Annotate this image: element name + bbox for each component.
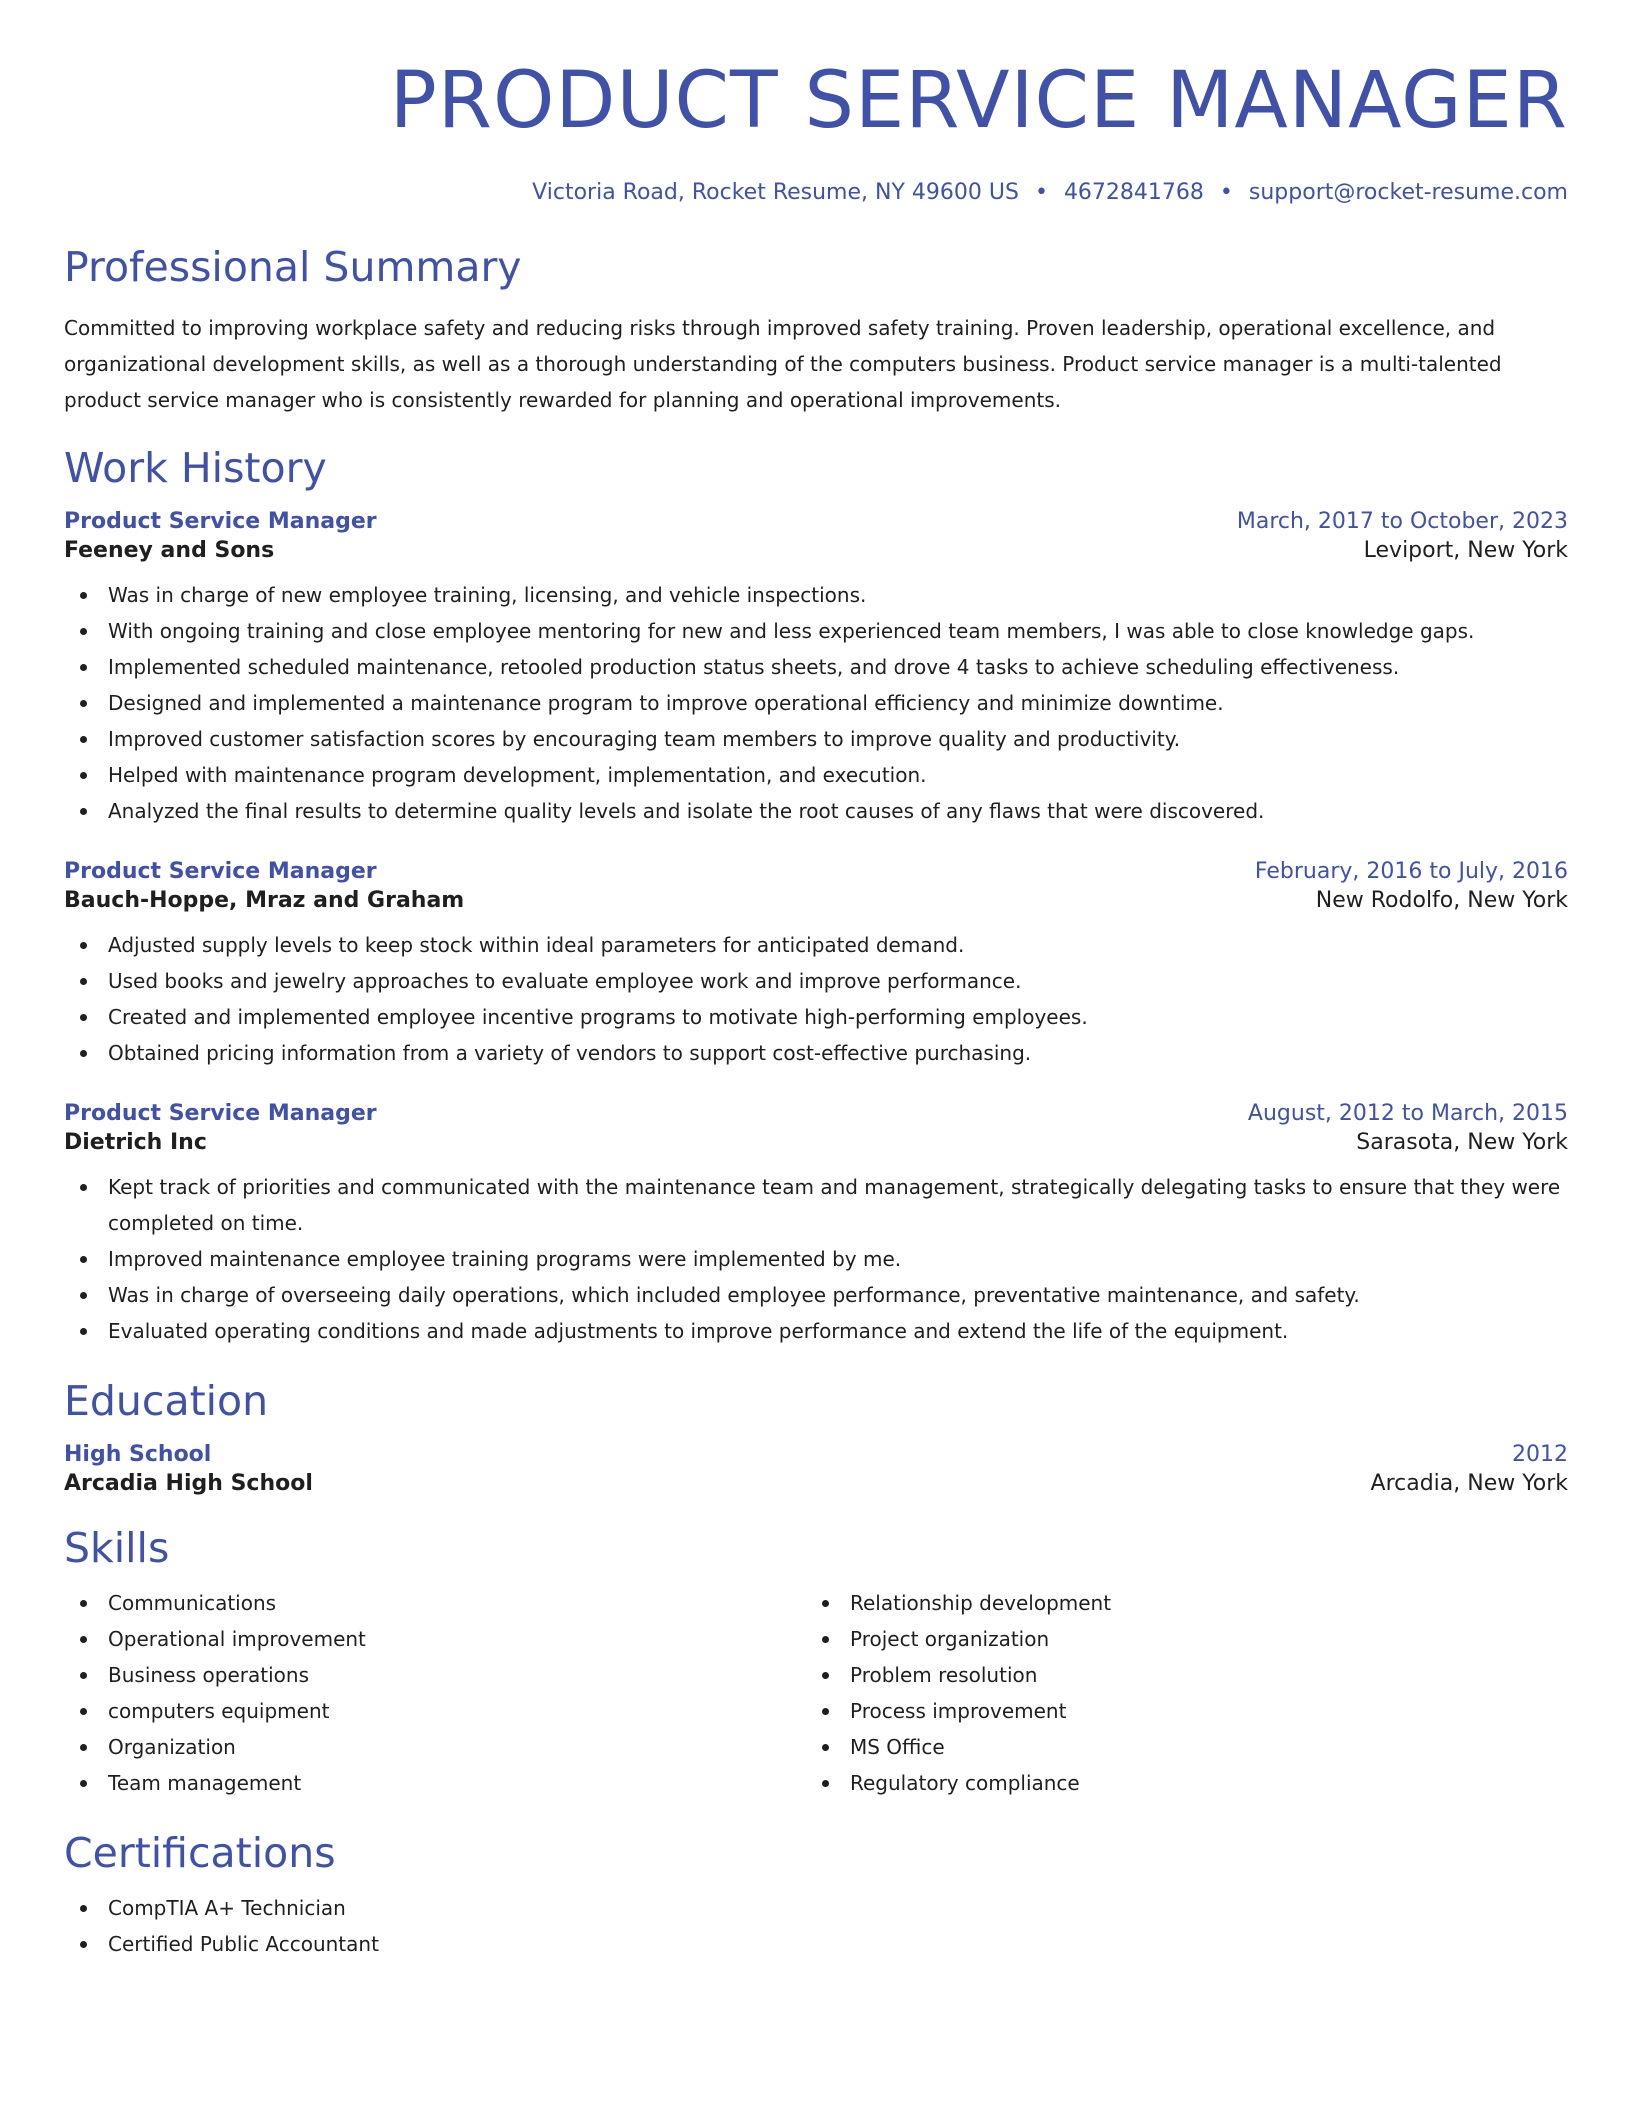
skill-item: MS Office	[806, 1729, 1548, 1765]
list-item: Created and implemented employee incentive programs to motivate high-performing employees.	[64, 999, 1568, 1035]
job-title: Product Service Manager	[64, 509, 377, 535]
job-company-row	[64, 888, 1568, 913]
list-item: Used books and jewelry approaches to evaluate employee work and improve performance.	[64, 963, 1568, 999]
skill-item: Process improvement	[806, 1693, 1548, 1729]
contact-address: Victoria Road, Rocket Resume, NY 49600 US	[532, 180, 1019, 205]
job-dates: February, 2016 to July, 2016	[1254, 859, 1568, 885]
job-header-row	[64, 509, 1568, 534]
list-item: Analyzed the final results to determine quality levels and isolate the root causes of any flaws that were discovered.	[64, 793, 1568, 829]
list-item: Implemented scheduled maintenance, retooled production status sheets, and drove 4 tasks to achieve scheduling effectiveness.	[64, 649, 1568, 685]
job-header-row	[64, 859, 1568, 884]
list-item: With ongoing training and close employee mentoring for new and less experienced team members, I was able to close knowledge gaps.	[64, 613, 1568, 649]
job-entry	[64, 1101, 1568, 1349]
list-item: Improved maintenance employee training programs were implemented by me.	[64, 1241, 1568, 1277]
skill-item: Regulatory compliance	[806, 1765, 1548, 1801]
job-location: Leviport, New York	[1363, 538, 1568, 564]
job-company-row	[64, 538, 1568, 563]
education-degree: High School	[64, 1442, 212, 1468]
education-school-row	[64, 1471, 1568, 1496]
skill-item: Relationship development	[806, 1585, 1548, 1621]
list-item: Adjusted supply levels to keep stock within ideal parameters for anticipated demand.	[64, 927, 1568, 963]
skills-list-left	[64, 1585, 806, 1801]
job-dates: March, 2017 to October, 2023	[1236, 509, 1568, 535]
job-company: Feeney and Sons	[64, 538, 275, 564]
job-bullets	[64, 927, 1568, 1071]
certifications-heading: Certifications	[64, 1829, 336, 1878]
list-item: Helped with maintenance program development, implementation, and execution.	[64, 757, 1568, 793]
contact-separator: •	[1034, 180, 1048, 205]
job-bullets	[64, 1169, 1568, 1349]
contact-phone: 4672841768	[1063, 180, 1204, 205]
summary-heading: Professional Summary	[64, 243, 522, 291]
education-location: Arcadia, New York	[1370, 1471, 1568, 1497]
contact-separator: •	[1219, 180, 1233, 205]
education-year: 2012	[1512, 1442, 1568, 1468]
list-item: Was in charge of overseeing daily operations, which included employee performance, preventative maintenance, and safety.	[64, 1277, 1568, 1313]
education-entry	[64, 1442, 1568, 1496]
list-item: Designed and implemented a maintenance program to improve operational efficiency and minimize downtime.	[64, 685, 1568, 721]
skills-heading: Skills	[64, 1524, 170, 1573]
education-heading: Education	[64, 1377, 269, 1426]
job-entry	[64, 859, 1568, 1071]
job-entry	[64, 509, 1568, 829]
certifications-list	[64, 1890, 1568, 1962]
contact-line	[64, 180, 1568, 205]
list-item: Kept track of priorities and communicated with the maintenance team and management, strategically delegating tasks to ensure that they were completed on time.	[64, 1169, 1568, 1241]
job-company-row	[64, 1130, 1568, 1155]
job-header-row	[64, 1101, 1568, 1126]
education-header-row	[64, 1442, 1568, 1467]
job-company: Dietrich Inc	[64, 1130, 207, 1156]
list-item: Improved customer satisfaction scores by encouraging team members to improve quality and productivity.	[64, 721, 1568, 757]
list-item: Obtained pricing information from a variety of vendors to support cost-effective purchasing.	[64, 1035, 1568, 1071]
work-history-heading: Work History	[64, 444, 327, 493]
resume-page	[64, 0, 1568, 1962]
skill-item: Project organization	[806, 1621, 1548, 1657]
certification-item: CompTIA A+ Technician	[64, 1890, 1568, 1926]
job-title: Product Service Manager	[64, 859, 377, 885]
certification-item: Certified Public Accountant	[64, 1926, 1568, 1962]
job-company: Bauch-Hoppe, Mraz and Graham	[64, 888, 465, 914]
resume-title: PRODUCT SERVICE MANAGER	[389, 56, 1568, 146]
skills-list-right	[806, 1585, 1548, 1801]
skill-item: Organization	[64, 1729, 806, 1765]
skill-item: computers equipment	[64, 1693, 806, 1729]
list-item: Evaluated operating conditions and made adjustments to improve performance and extend the life of the equipment.	[64, 1313, 1568, 1349]
list-item: Was in charge of new employee training, licensing, and vehicle inspections.	[64, 577, 1568, 613]
job-title: Product Service Manager	[64, 1101, 377, 1127]
skill-item: Communications	[64, 1585, 806, 1621]
skill-item: Operational improvement	[64, 1621, 806, 1657]
education-school: Arcadia High School	[64, 1471, 313, 1497]
job-bullets	[64, 577, 1568, 829]
contact-email[interactable]: support@rocket-resume.com	[1248, 180, 1568, 205]
skill-item: Business operations	[64, 1657, 806, 1693]
job-location: New Rodolfo, New York	[1315, 888, 1568, 914]
skill-item: Problem resolution	[806, 1657, 1548, 1693]
job-location: Sarasota, New York	[1356, 1130, 1568, 1156]
job-dates: August, 2012 to March, 2015	[1247, 1101, 1568, 1127]
skill-item: Team management	[64, 1765, 806, 1801]
skills-grid	[64, 1585, 1568, 1801]
summary-text: Committed to improving workplace safety and reducing risks through improved safety training. Proven leadership, operational excellence, and organizational development skills, as well as a thorough understanding of the computers business. Product service manager is a multi-talented product service manager who is consistently rewarded for planning and operational improvements.	[64, 316, 1502, 413]
